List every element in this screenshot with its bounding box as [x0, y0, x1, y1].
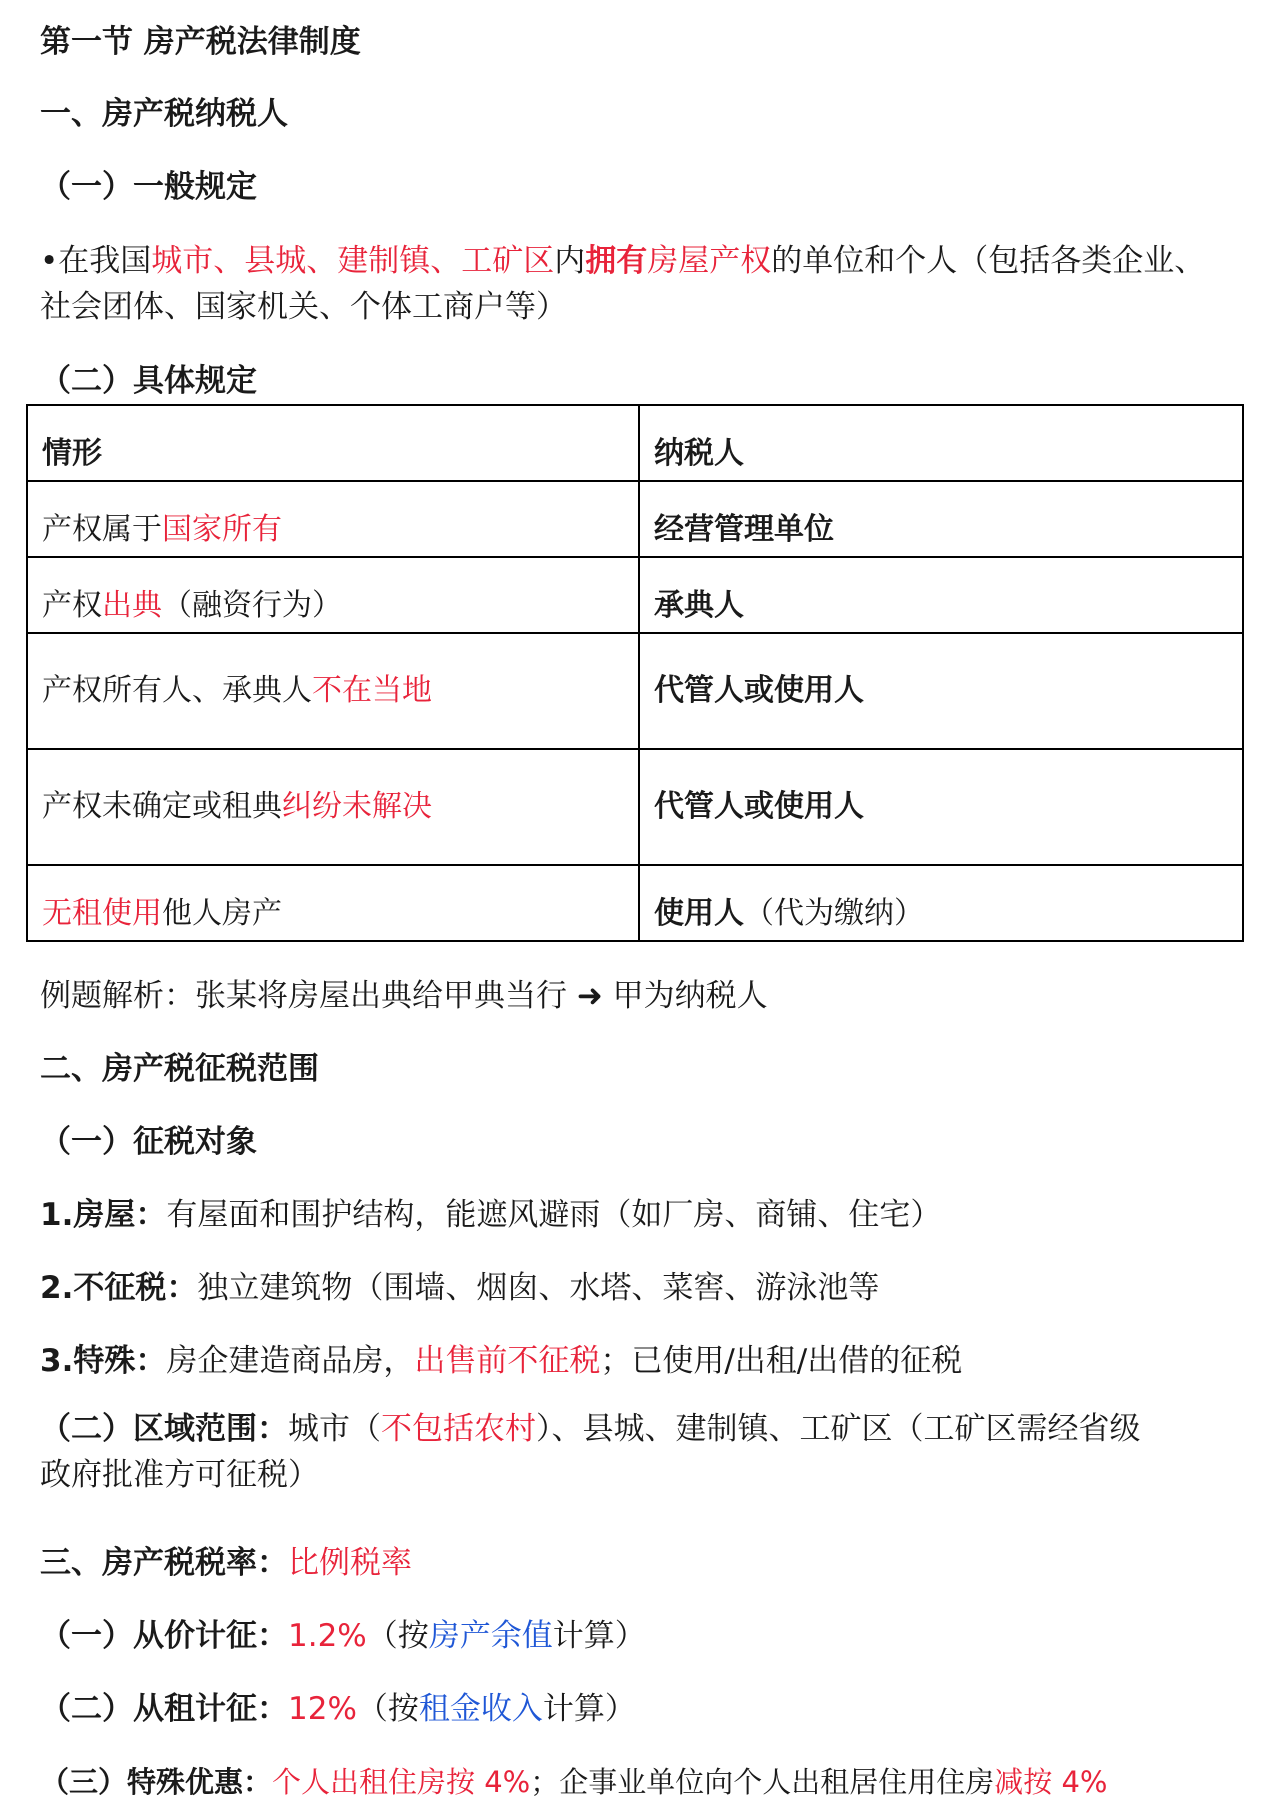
highlight-own: 拥有 [585, 243, 648, 279]
section-heading-scope: 二、房产税征税范围 [40, 1051, 319, 1087]
taxpayer-table [26, 404, 1244, 942]
bullet-text: •在我国 [40, 243, 152, 279]
row-taxpayer: 承典人 [639, 557, 1243, 633]
section-heading-rate: 三、房产税税率：比例税率 [40, 1545, 412, 1581]
row-situation: 产权属于国家所有 [27, 481, 639, 557]
header-situation: 情形 [27, 405, 639, 481]
table-header-row [27, 405, 1243, 481]
item-not-taxed: 2.不征税：独立建筑物（围墙、烟囱、水塔、菜窖、游泳池等 [40, 1270, 880, 1306]
row-taxpayer: 使用人（代为缴纳） [639, 865, 1243, 941]
table-row [27, 557, 1243, 633]
item-special: 3.特殊：房企建造商品房，出售前不征税；已使用/出租/出借的征税 [40, 1343, 963, 1379]
general-rest-line1: 的单位和个人（包括各类企业、 [771, 243, 1206, 279]
general-rule-paragraph [40, 238, 1240, 330]
page-title: 第一节 房产税法律制度 [40, 24, 361, 60]
rate-by-rent: （二）从租计征：12%（按租金收入计算） [40, 1691, 636, 1727]
subheading-tax-object: （一）征税对象 [40, 1124, 257, 1160]
subheading-specific-rules: （二）具体规定 [40, 363, 257, 399]
row-situation: 产权出典（融资行为） [27, 557, 639, 633]
table-row [27, 633, 1243, 749]
row-situation: 无租使用他人房产 [27, 865, 639, 941]
example-analysis: 例题解析：张某将房屋出典给甲典当行 ➜ 甲为纳税人 [40, 978, 768, 1014]
row-situation: 产权所有人、承典人不在当地 [27, 633, 639, 749]
highlight-property: 房屋产权 [647, 243, 772, 279]
header-taxpayer: 纳税人 [639, 405, 1243, 481]
text-nei: 内 [554, 243, 586, 279]
special-preference: （三）特殊优惠：个人出租住房按 4%；企事业单位向个人出租居住用住房减按 4% [40, 1765, 1108, 1799]
table-row [27, 865, 1243, 941]
rate-by-value: （一）从价计征：1.2%（按房产余值计算） [40, 1618, 646, 1654]
section-heading-taxpayer: 一、房产税纳税人 [40, 96, 288, 132]
table-row [27, 749, 1243, 865]
row-situation: 产权未确定或租典纠纷未解决 [27, 749, 639, 865]
item-house: 1.房屋：有屋面和围护结构，能遮风避雨（如厂房、商铺、住宅） [40, 1197, 942, 1233]
table-row [27, 481, 1243, 557]
subheading-general-rules: （一）一般规定 [40, 169, 257, 205]
general-rest-line2: 社会团体、国家机关、个体工商户等） [40, 289, 567, 325]
region-scope-paragraph: （二）区域范围：城市（不包括农村）、县城、建制镇、工矿区（工矿区需经省级 政府批准方可征税） [40, 1411, 1141, 1493]
highlight-areas: 城市、县城、建制镇、工矿区 [151, 243, 555, 279]
row-taxpayer: 代管人或使用人 [639, 749, 1243, 865]
row-taxpayer: 经营管理单位 [639, 481, 1243, 557]
row-taxpayer: 代管人或使用人 [639, 633, 1243, 749]
